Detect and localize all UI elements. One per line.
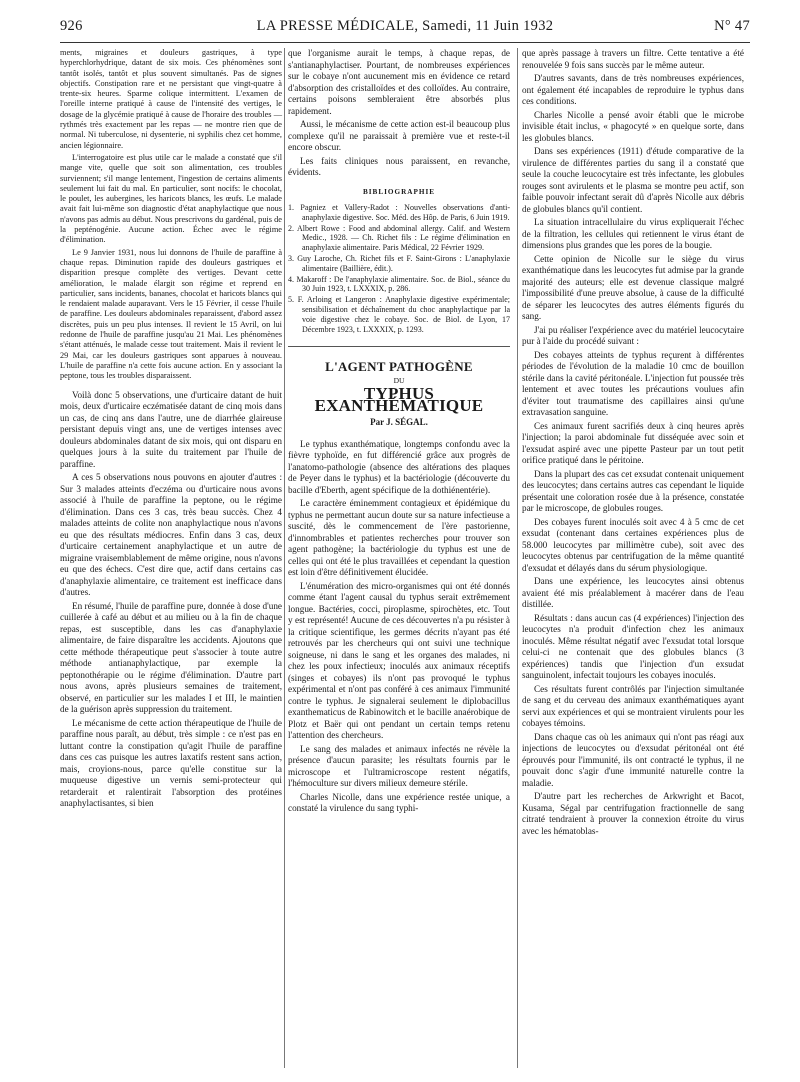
paragraph: Dans une expérience, les leucocytes ainsi obtenus avaient été mis préalablement à macérer dans de l'eau distillée. (522, 576, 744, 609)
bibliography-entry: 2. Albert Rowe : Food and abdominal allergy. Calif. and Western Medic., 1928. — Ch. Richet fils : Le régime d'élimination en anaphylaxie alimentaire. Paris Médical, 22 Février 1929. (288, 223, 510, 253)
paragraph: A ces 5 observations nous pouvons en ajouter d'autres : Sur 3 malades atteints d'eczéma ou d'urticaire nous avons associé à l'huile de paraffine la peptone, ou le régime d'élimination. Dans ces 3 cas, très beau succès. Chez 4 malades atteints de colite non anaphylactique nous n'avons eu que des résultats médiocres. Enfin dans 3 cas, deux d'urticaire certainement anaphylactique et un autre de migraine vraisemblablement de même origine, nous n'avons eu que des échecs. C'est dire que, actif dans certains cas d'anaphylaxie alimentaire, ce traitement est inefficace dans d'autres. (60, 472, 282, 597)
paragraph: Ces animaux furent sacrifiés deux à cinq heures après l'injection; la paroi abdominale fut disséquée avec soin et l'exsudat aspiré avec une pipette Pasteur par un tout petit orifice pratiqué dans le péritoine. (522, 420, 744, 465)
column-3 (522, 48, 744, 839)
paragraph: Les faits cliniques nous paraissent, en revanche, évidents. (288, 155, 510, 177)
paragraph: Ces résultats furent contrôlés par l'injection simultanée de sang et du cerveau des animaux exanthématiques ayant servi aux expériences et qui se montraient virulents pour les cobayes témoins. (522, 683, 744, 728)
paragraph: Dans la plupart des cas cet exsudat contenait uniquement des leucocytes; dans certains autres cas cependant le liquide présentait une coloration rosée due à la présence, constatée par le microscope, de globules rouges. (522, 468, 744, 513)
paragraph: Dans chaque cas où les animaux qui n'ont pas réagi aux injections de leucocytes ou d'exsudat péritonéal ont été éprouvés pour l'immunité, ils ont contracté le typhus, il ne pouvait donc s'agir d'une immunité naturelle contre la maladie. (522, 731, 744, 788)
paragraph: D'autres savants, dans de très nombreuses expériences, ont également été incapables de reproduire le typhus dans ces conditions. (522, 73, 744, 106)
paragraph: Charles Nicolle a pensé avoir établi que le microbe invisible était inclus, « phagocyté » en quelque sorte, dans les globules blancs. (522, 109, 744, 143)
paragraph: ments, migraines et douleurs gastriques, à type hyperchlorhydrique, datant de six mois. Ces phénomènes sont tantôt isolés, tantôt et plus souvent simultanés. Pas de signes objectifs. Constipation rare et ne persistant que vingt-quatre à trente-six heures. Sparme colique intermittent. L'examen de l'oreille interne pratiqué à cause de l'intensité des vertiges, le dosage de la glycémie pratiqué à cause de l'horaire des troubles — rythmés très exactement par les repas — ne montre rien que de normal. Ni tuberculose, ni dysenterie, ni syphilis chez cet homme, ancien légionnaire. (60, 48, 282, 150)
bibliography-entry: 5. F. Arloing et Langeron : Anaphylaxie digestive expérimentale; sensibilisation et déchaînement du choc anaphylactique par la voie digestive chez le cobaye. Soc. de Biol. de Lyon, 17 Décembre 1923, t. LXXXIX, p. 1293. (288, 295, 510, 334)
header-rule (60, 42, 750, 43)
paragraph: Cette opinion de Nicolle sur le siège du virus exanthématique dans les leucocytes fut admise par la grande majorité des auteurs; elle est devenue classique malgré l'impossibilité d'une preuve absolue, à cause de la difficulté de séparer les leucocytes des autres éléments figurés du sang. (522, 253, 744, 321)
paragraph: Le sang des malades et animaux infectés ne révèle la présence d'aucun parasite; les résultats fournis par le microscope et l'ultramicroscope restent négatifs, l'hémoculture sur divers milieux demeure stérile. (288, 743, 510, 789)
paragraph: La situation intracellulaire du virus expliquerait l'échec de la filtration, les cellules qui retiennent le virus étant de dimensions plus grandes que les pores de la bougie. (522, 217, 744, 250)
article-title-connector: DU (393, 375, 405, 385)
paragraph: Voilà donc 5 observations, une d'urticaire datant de huit mois, deux d'urticaire eczématisée datant de cinq mois dans un cas, de cinq ans dans l'autre, une de diarrhée glaireuse persistant depuis vingt ans, une de vertiges intenses avec douleurs abdominales datant de six mois, qui ont disparu en quelques jours à la suite du traitement par l'huile de paraffine. (60, 389, 282, 469)
paragraph: Dans ses expériences (1911) d'étude comparative de la virulence de différentes parties du sang il a constaté que seule la couche leucocytaire est très infectante, les globules rouges sont avirulents et le plasma se montre peu actif, son faible pouvoir infectant serait dû d'après Nicolle aux débris de globules blancs qu'il contient. (522, 146, 744, 214)
paragraph: que après passage à travers un filtre. Cette tentative a été renouvelée 9 fois sans succès par le même auteur. (522, 48, 744, 70)
page-header (60, 18, 750, 40)
paragraph: Résultats : dans aucun cas (4 expériences) l'injection des leucocytes n'a produit d'infection chez les animaux inoculés. Même résultat négatif avec l'exsudat total lorsque celui-ci ne contenait que des globules blancs (3 expériences) tandis que l'injection d'un exsudat sanguinolent, infectait toujours les cobayes inoculés. (522, 612, 744, 680)
paragraph: que l'organisme aurait le temps, à chaque repas, de s'antianaphylactiser. Pourtant, de nombreuses expériences sur le cobaye n'ont aucunement mis en évidence ce retard d'absorption des cristalloïdes et des colloïdes. Au contraire, certains poisons sembleraient être absorbés plus rapidement. (288, 48, 510, 116)
bibliography-entry: 4. Makaroff : De l'anaphylaxie alimentaire. Soc. de Biol., séance du 30 Juin 1923, t. LXXXIX, p. 286. (288, 274, 510, 294)
page-number: 926 (60, 18, 83, 34)
issue-number: N° 47 (714, 18, 750, 34)
article-divider (288, 346, 510, 347)
journal-title: LA PRESSE MÉDICALE, Samedi, 11 Juin 1932 (256, 18, 554, 34)
paragraph: Le caractère éminemment contagieux et épidémique du typhus ne permettant aucun doute sur sa nature infectieuse a suscité, dès le commencement de l'ère pastorienne, d'innombrables et patientes recherches pour trouver son agent pathogène; la bactériologie du typhus est une de celles qui ont été le plus travaillées et cependant la question est loin d'être définitivement élucidée. (288, 498, 510, 578)
paragraph: L'énumération des micro-organismes qui ont été donnés comme étant l'agent causal du typhus serait extrêmement longue. Bactéries, cocci, piroplasme, spirochètes, etc. Tout y est représenté! Aucune de ces découvertes n'a pu résister à la critique scientifique, les germes décrits n'ayant pas été retrouvés par les chercheurs qui ont suivi une technique soigneuse, ni dans le sang et les organes des malades, ni chez les poux infectieux; inoculés aux animaux réceptifs (singes et cobayes) ils n'ont pas provoqué le typhus expérimental et n'ont pas conféré à ces animaux l'immunité contre le typhus. Je signalerai seulement le diplobacillus exanthematicus de Rabinowitch et le bacille anaérobique de Plotz et Baër qui ont pendant un certain temps retenu l'attention des chercheurs. (288, 580, 510, 741)
column-2 (288, 48, 510, 817)
paragraph: Charles Nicolle, dans une expérience restée unique, a constaté la virulence du sang typhi- (288, 791, 510, 814)
paragraph: Le typhus exanthématique, longtemps confondu avec la fièvre typhoïde, en fut différencié grâce aux progrès de l'anatomo-pathologie (absence des altérations des plaques de Peyer dans le typhus) et la bactériologie (découverte du bacille d'Eberth, agent spécifique de la dothiénentérie). (288, 438, 510, 495)
paragraph: J'ai pu réaliser l'expérience avec du matériel leucocytaire pur à l'aide du procédé suivant : (522, 324, 744, 346)
paragraph: Des cobayes furent inoculés soit avec 4 à 5 cmc de cet exsudat (contenant dans certaines expériences plus de 58.000 leucocytes par millimètre cube), soit avec des leucocytes obtenus par centrifugation de la même quantité d'exsudat et délayés dans du sérum physiologique. (522, 516, 744, 573)
column-separator-2 (517, 48, 518, 1068)
bibliography-heading: BIBLIOGRAPHIE (362, 187, 436, 196)
article-title: L'AGENT PATHOGÈNE (325, 359, 473, 375)
column-separator-1 (284, 48, 285, 1068)
paragraph: D'autre part les recherches de Arkwright et Bacot, Kusama, Ségal par centrifugation fractionnelle de sang citraté tendraient à prouver la connexion étroite du virus avec les hématoblas- (522, 791, 744, 836)
paragraph: En résumé, l'huile de paraffine pure, donnée à dose d'une cuillerée à café au début et au milieu ou à la fin de chaque repas, est susceptible, dans les cas d'anaphylaxie alimentaire, de faire disparaître les accidents. Ajoutons que cette méthode thérapeutique peut s'associer à toute autre méthode antianaphylactique, par exemple la peptonothérapie ou le régime d'élimination. D'autre part nous avons, après plusieurs semaines de traitement, observé, en particulier sur les malades I et III, le maintien de la guérison après suppression du traitement. (60, 600, 282, 714)
article-author: Par J. SÉGAL. (370, 417, 428, 428)
column-1 (60, 48, 282, 812)
article-subtitle: TYPHUS EXANTHÉMATIQUE (314, 384, 484, 415)
bibliography-entry: 1. Pagniez et Vallery-Radot : Nouvelles observations d'anti-anaphylaxie digestive. Soc. Méd. des Hôp. de Paris, 6 Juin 1919. (288, 203, 510, 222)
paragraph: Aussi, le mécanisme de cette action est-il beaucoup plus complexe qu'il ne paraissait à première vue et reste-t-il encore obscur. (288, 119, 510, 152)
bibliography-entry: 3. Guy Laroche, Ch. Richet fils et F. Saint-Girons : L'anaphylaxie alimentaire (Baillière, édit.). (288, 253, 510, 273)
paragraph: Le mécanisme de cette action thérapeutique de l'huile de paraffine nous paraît, au début, très simple : ce n'est pas en luttant contre la constipation qu'agit l'huile de paraffine dans ces cas puisque les autres laxatifs restent sans action, mais, croyions-nous, parce qu'elle constitue sur la muqueuse digestive un vernis semi-protecteur qui retarderait et ralentirait l'absorption des protéines anaphylactisantes, si bien (60, 717, 282, 808)
paragraph: Le 9 Janvier 1931, nous lui donnons de l'huile de paraffine à chaque repas. Diminution rapide des douleurs gastriques et disparition presque complète des vertiges. Devant cette amélioration, le malade élargit son régime et reprend en particulier, sans incidents, bananes, chocolat et haricots blancs qui le rendaient malade auparavant. Vers le 15 Février, il cesse l'huile de paraffine. Les douleurs abdominales reparaissent, d'abord assez discrètes, puis un peu plus intenses. Il revient le 15 Avril, on lui redonne de l'huile de paraffine jusqu'au 21 Mai. Les phénomènes s'étant atténués, le malade cesse tout traitement. Mais il revient le 29 Mai, car les douleurs gastriques sont apparues à nouveau. L'huile de paraffine n'a cette fois aucune action. En y associant la peptone, tous les troubles disparaissent. (60, 247, 282, 381)
paragraph: Des cobayes atteints de typhus reçurent à différentes périodes de l'évolution de la maladie 10 cmc de bouillon stérile dans la cavité péritonéale. L'injection fut poussée très lentement et avec toutes les précautions voulues afin d'éviter tout traumatisme des capillaires ainsi qu'une extravasation sanguine. (522, 349, 744, 417)
paragraph: L'interrogatoire est plus utile car le malade a constaté que s'il mange vite, quelle que soit son alimentation, ces troubles surviennent; s'il mange lentement, l'ingestion de certains aliments seulement lui fait du mal. En particulier, sont nocifs: le chocolat, le poulet, les aubergines, les haricots blancs, les œufs. Le malade avait fait lui-même son diagnostic d'état anaphylactique que nous n'avons pas admis au début. Nous prescrivons du gardénal, puis de la pepténogénie. Aucune action. Échec avec le régime d'élimination. (60, 152, 282, 245)
